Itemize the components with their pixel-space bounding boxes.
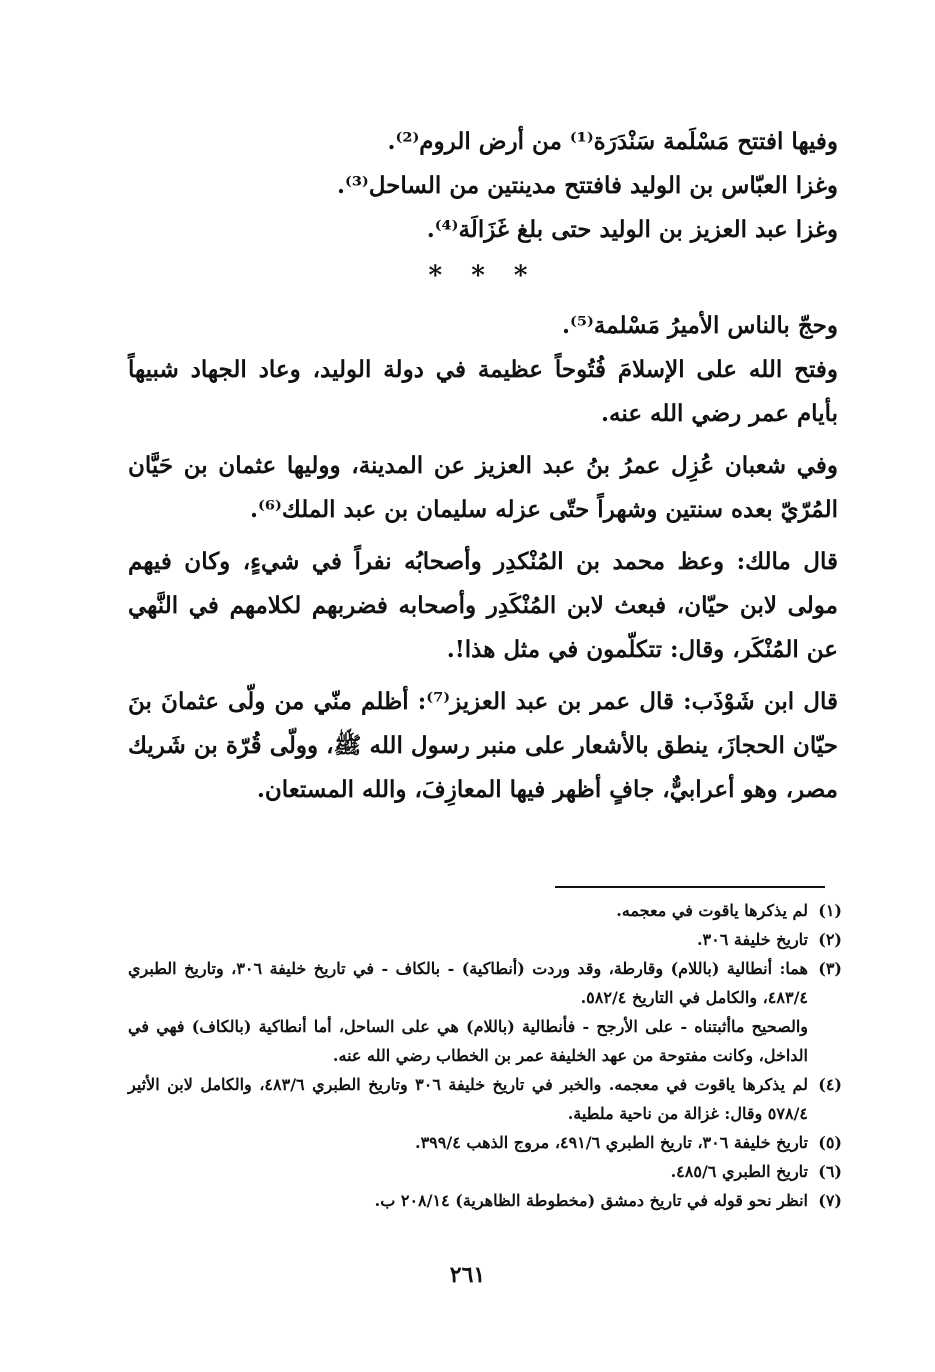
footnote-2 [128,925,842,954]
footnote-1 [128,896,842,925]
page-number: ٢٦١ [449,1262,486,1288]
main-text [128,120,838,812]
paragraph-8: قال ابن شَوْذَب: قال عمر بن عبد العزيز⁽⁷⁾: أظلم منّي من ولّى عثمانَ بنَ حيّان الحجازَ، ينطق بالأشعار على منبر رسول الله ﷺ، وولّى قُرّة بن شَريك مصر، وهو أعرابيٌّ، جافٍ أظهر فيها المعازِفَ، والله المستعان. [128,688,838,803]
section-separator: * * * [428,261,538,291]
footnote-number: (٧) [818,1191,842,1210]
footnote-3 [128,954,842,1012]
paragraph-3: وغزا عبد العزيز بن الوليد حتى بلغ غَزَالَة⁽⁴⁾. [426,216,838,243]
footnote-text: انظر نحو قوله في تاريخ دمشق (مخطوطة الظاهرية) ٢٠٨/١٤ ب. [374,1191,808,1210]
footnote-number: (٣) [818,959,842,978]
footnote-number: (٥) [818,1133,842,1152]
footnote-6 [128,1157,842,1186]
footnote-text: تاريخ خليفة ٣٠٦. [696,930,808,949]
paragraph-6: وفي شعبان عُزِل عمرُ بنُ عبد العزيز عن المدينة، ووليها عثمان بن حَيَّان المُرّيّ بعده سنتين وشهراً حتّى عزله سليمان بن عبد الملك⁽⁶⁾. [128,452,838,523]
paragraph-5: وفتح الله على الإسلامَ فُتُوحاً عظيمة في دولة الوليد، وعاد الجهاد شبيهاً بأيام عمر رضي الله عنه. [128,356,838,427]
footnote-text: تاريخ الطبري ٤٨٥/٦. [670,1162,808,1181]
paragraph-4: وحجّ بالناس الأميرُ مَسْلمة⁽⁵⁾. [562,312,838,339]
footnote-text: لم يذكرها ياقوت في معجمه. والخبر في تاريخ خليفة ٣٠٦ وتاريخ الطبري ٤٨٣/٦، والكامل لابن الأثير ٥٧٨/٤ وقال: غزالة من ناحية ملطية. [128,1075,808,1123]
paragraph-2: وغزا العبّاس بن الوليد فافتتح مدينتين من الساحل⁽³⁾. [336,172,838,199]
paragraph-7: قال مالك: وعظ محمد بن المُنْكدِر وأصحابُه نفراً في شيءٍ، وكان فيهم مولى لابن حيّان، فبعث لابن المُنْكَدِر وأصحابه فضربهم لكلامهم في النَّهي عن المُنْكَر، وقال: تتكلّمون في مثل هذا!. [128,548,838,663]
footnote-text: تاريخ خليفة ٣٠٦، تاريخ الطبري ٤٩١/٦، مروج الذهب ٣٩٩/٤. [414,1133,808,1152]
footnote-text: لم يذكرها ياقوت في معجمه. [616,901,808,920]
footnote-number: (٢) [818,930,842,949]
footnote-5 [128,1128,842,1157]
footnotes [128,896,842,1215]
paragraph-1: وفيها افتتح مَسْلَمة سَنْدَرَة⁽¹⁾ من أرض الروم⁽²⁾. [387,128,838,155]
footnote-number: (١) [818,901,842,920]
footnote-text: والصحيح ماأثبتناه - على الأرجح - فأنطالية (باللام) هي على الساحل، أما أنطاكية (بالكاف) فهي في الداخل، وكانت مفتوحة من عهد الخليفة عمر بن الخطاب رضي الله عنه. [128,1017,808,1065]
footnote-3-continued [128,1012,842,1070]
footnote-divider [555,886,825,888]
footnote-text: هما: أنطالية (باللام) وقارطة، وقد وردت (أنطاكية) - بالكاف - في تاريخ خليفة ٣٠٦، وتاريخ الطبري ٤٨٣/٤، والكامل في التاريخ ٥٨٢/٤. [128,959,808,1007]
footnote-7 [128,1186,842,1215]
footnote-number: (٤) [818,1075,842,1094]
footnote-number: (٦) [818,1162,842,1181]
footnote-4 [128,1070,842,1128]
